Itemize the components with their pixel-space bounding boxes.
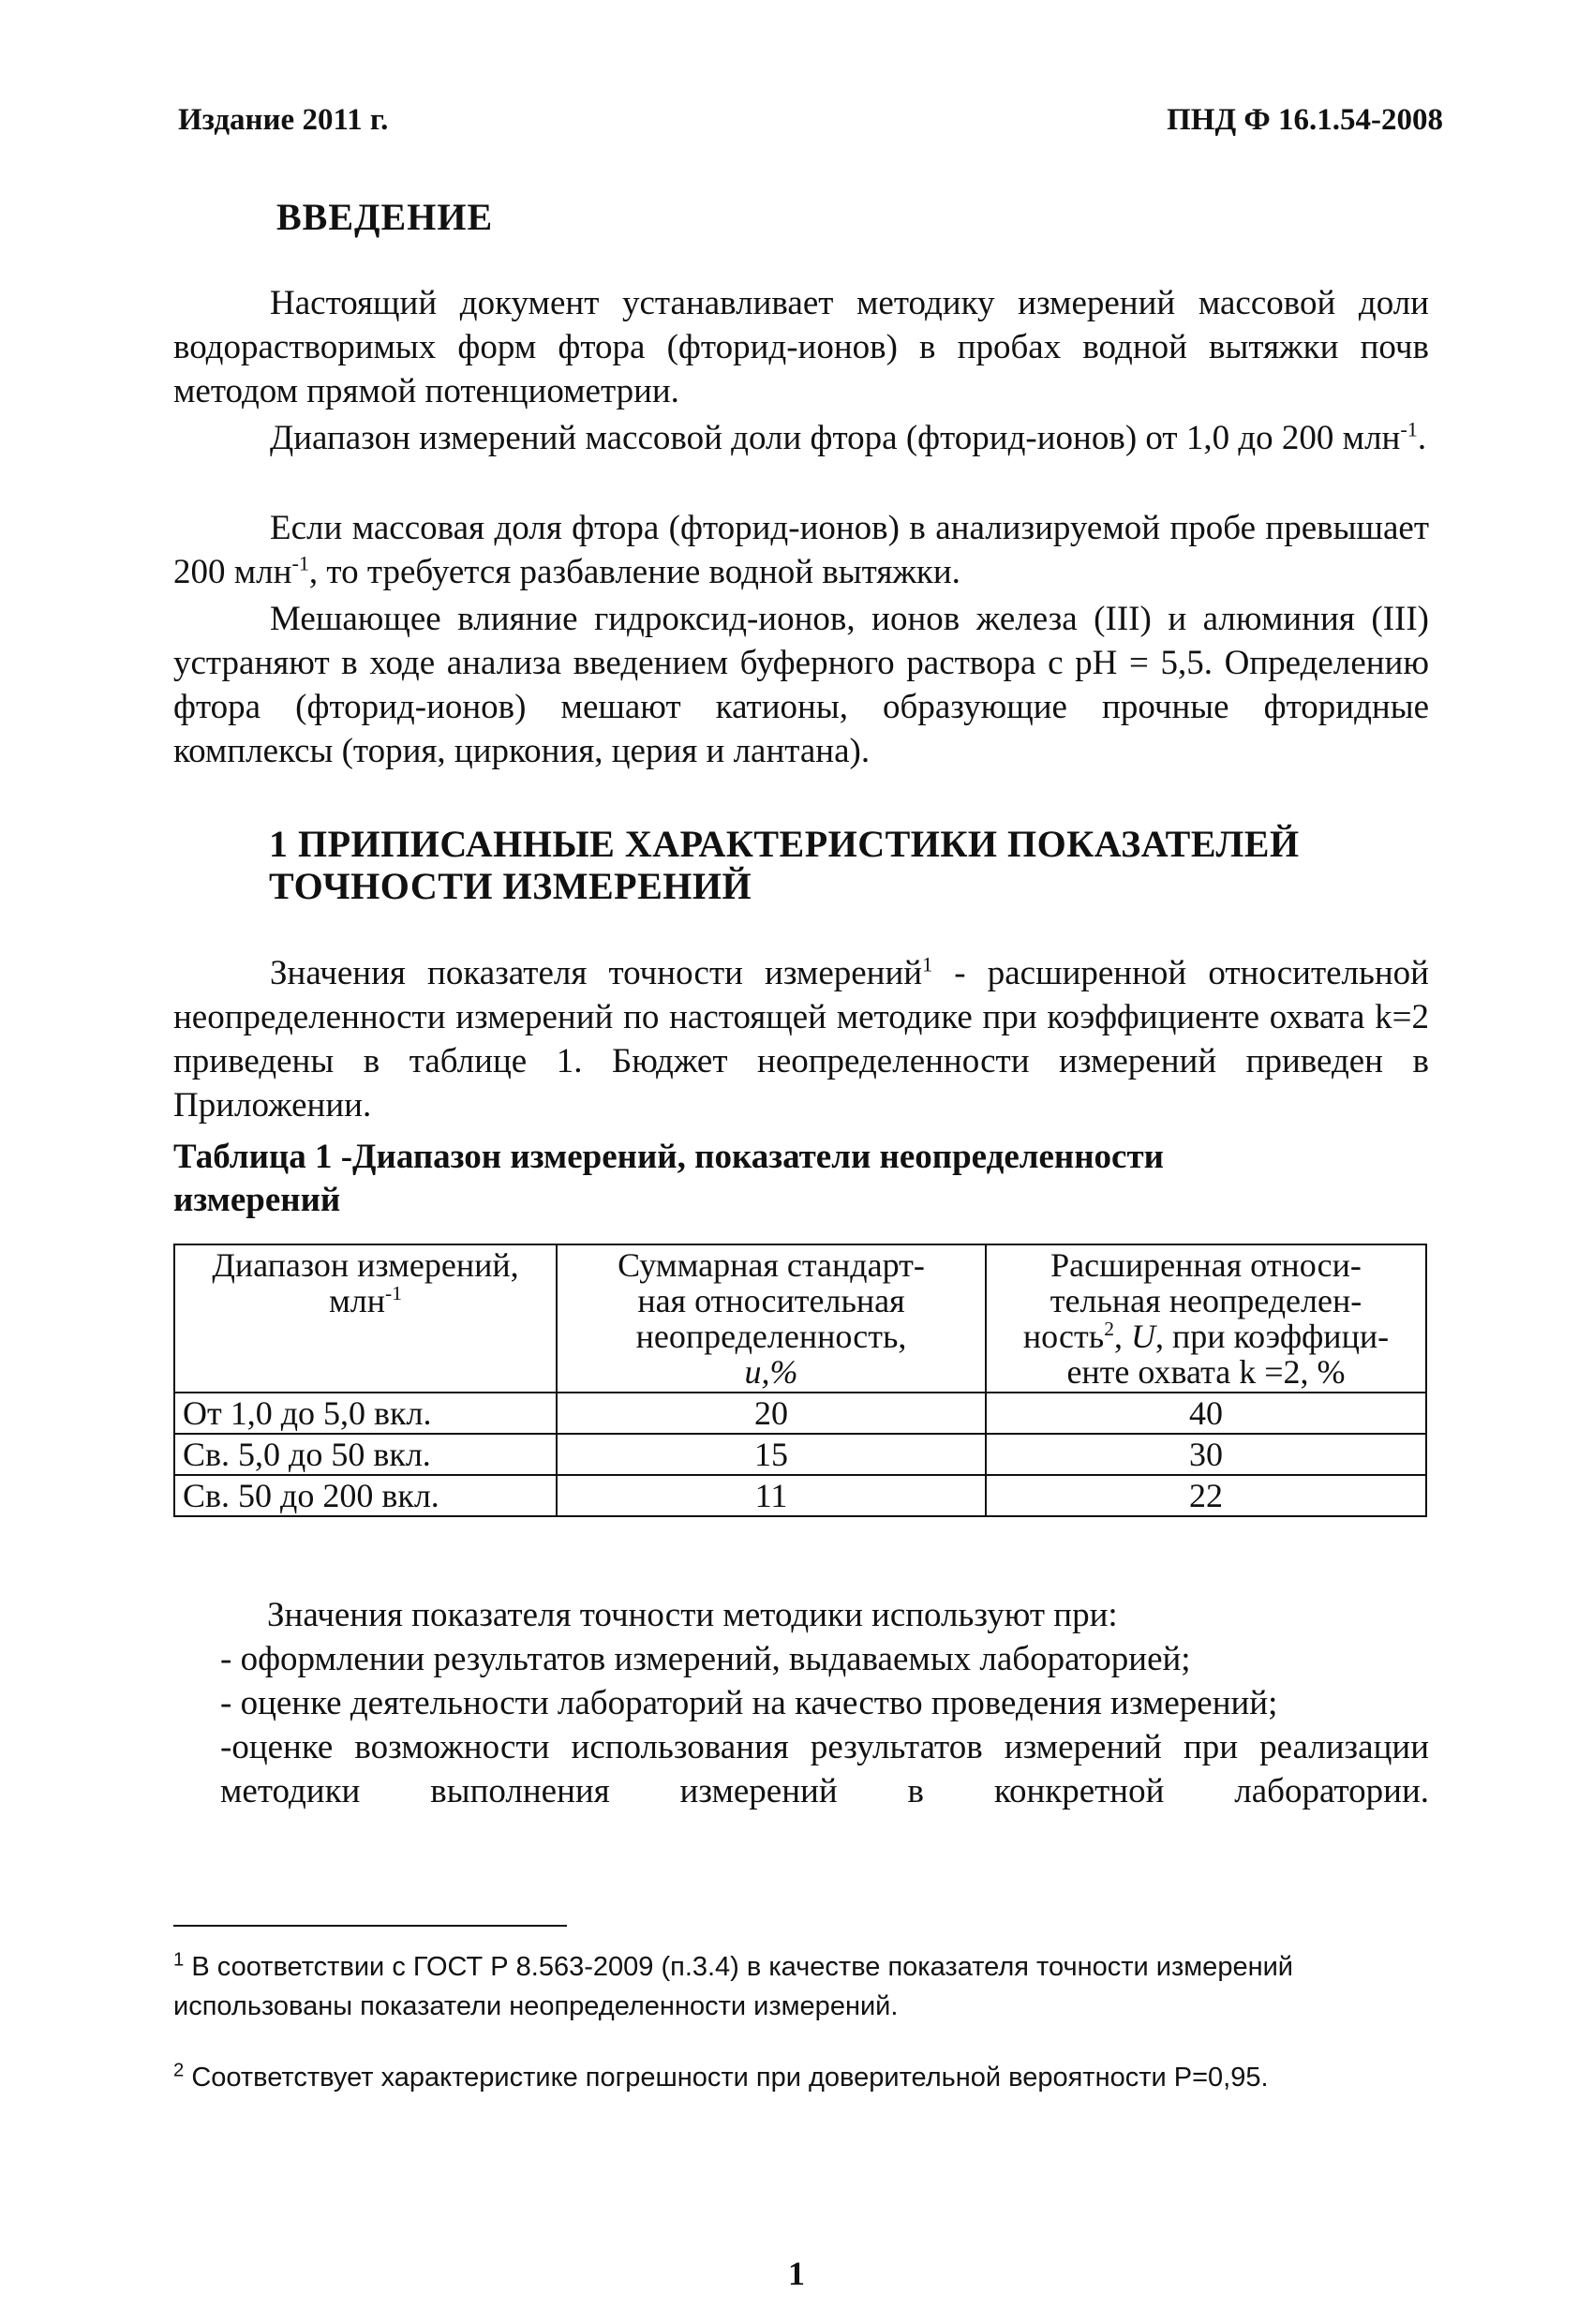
section-1-heading-line-2: ТОЧНОСТИ ИЗМЕРЕНИЙ <box>269 865 752 907</box>
usage-intro: Значения показателя точности методики используют при: <box>267 1596 1118 1634</box>
section-1-heading <box>269 823 1300 907</box>
header-expanded-uncertainty-line-3 <box>994 1318 1418 1354</box>
list-item: - оценке деятельности лабораторий на качество проведения измерений; <box>220 1684 1278 1722</box>
footnote-1 <box>173 1947 1429 2026</box>
header-standard-uncertainty-line-4: u,% <box>744 1353 798 1391</box>
intro-paragraph-2-end: . <box>1417 419 1427 457</box>
intro-paragraph-3 <box>173 506 1429 594</box>
header-standard-uncertainty-line-3: неопределенность, <box>635 1318 907 1355</box>
table-1 <box>173 1244 1427 1517</box>
intro-paragraph-3-text: Если массовая доля фтора (фторид-ионов) в анализируемой пробе превышает 200 млн <box>173 509 1429 591</box>
table-1-caption-line-1: Таблица 1 -Диапазон измерений, показатели неопределенности <box>173 1138 1164 1176</box>
footnote-separator <box>173 1925 567 1927</box>
cell-expanded-uncertainty: 40 <box>986 1393 1426 1434</box>
cell-range: От 1,0 до 5,0 вкл. <box>174 1393 557 1434</box>
header-range <box>174 1244 557 1393</box>
header-standard-uncertainty-line-1: Суммарная стандарт- <box>618 1246 925 1284</box>
section-1-heading-line-1: 1 ПРИПИСАННЫЕ ХАРАКТЕРИСТИКИ ПОКАЗАТЕЛЕЙ <box>269 823 1300 865</box>
page-number: 1 <box>788 2255 805 2292</box>
table-header-row <box>174 1244 1426 1393</box>
cell-standard-uncertainty: 20 <box>557 1393 986 1434</box>
header-expanded-text-a: ность <box>1022 1318 1105 1355</box>
cell-range: Св. 5,0 до 50 вкл. <box>174 1434 557 1475</box>
cell-expanded-uncertainty: 22 <box>986 1475 1426 1516</box>
footnote-2-mark: 2 <box>173 2060 185 2081</box>
header-expanded-uncertainty-line-2: тельная неопределен- <box>1050 1282 1362 1319</box>
header-expanded-symbol: U <box>1130 1318 1155 1355</box>
list-item: - оформлении результатов измерений, выдаваемых лабораторией; <box>220 1640 1191 1678</box>
header-range-line-2 <box>183 1283 548 1318</box>
footnote-ref-1: 1 <box>922 952 933 976</box>
header-expanded-uncertainty-line-1: Расширенная относи- <box>1050 1246 1362 1284</box>
header-expanded-text-b: , <box>1113 1318 1131 1355</box>
header-range-line-1: Диапазон измерений, <box>212 1246 519 1284</box>
intro-paragraph-2-text: Диапазон измерений массовой доли фтора (фторид-ионов) от 1,0 до 200 млн <box>270 419 1401 457</box>
footnote-1-text: В соответствии с ГОСТ Р 8.563-2009 (п.3.4) в качестве показателя точности измерений использованы показатели неопределенности измерений. <box>173 1952 1293 2021</box>
table-1-caption-line-2: измерений <box>173 1181 341 1219</box>
cell-expanded-uncertainty: 30 <box>986 1434 1426 1475</box>
document-code: ПНД Ф 16.1.54-2008 <box>1167 103 1443 137</box>
header-range-unit: млн <box>328 1282 385 1319</box>
footnote-1-mark: 1 <box>173 1949 185 1971</box>
header-standard-uncertainty-line-2: ная относительная <box>637 1282 905 1319</box>
intro-heading: ВВЕДЕНИЕ <box>276 196 494 238</box>
header-range-unit-sup: -1 <box>385 1282 402 1304</box>
cell-range: Св. 50 до 200 вкл. <box>174 1475 557 1516</box>
cell-standard-uncertainty: 15 <box>557 1434 986 1475</box>
list-item: -оценке возможности использования результатов измерений при реализации методики выполнения измерений в конкретной лаборатории. <box>220 1728 1429 1810</box>
section-1-paragraph-text: Значения показателя точности измерений <box>270 954 923 992</box>
usage-list <box>173 1593 1429 1813</box>
unit-superscript: -1 <box>291 551 309 575</box>
table-1-caption <box>173 1136 1429 1222</box>
footnote-2 <box>173 2058 1429 2097</box>
footnote-2-text: Соответствует характеристике погрешности при доверительной вероятности Р=0,95. <box>184 2063 1269 2093</box>
unit-superscript: -1 <box>1400 417 1418 441</box>
edition-label: Издание 2011 г. <box>178 103 389 137</box>
header-standard-uncertainty <box>557 1244 986 1393</box>
table-row <box>174 1434 1426 1475</box>
section-1-paragraph-rest: - расширенной относительной неопределенности измерений по настоящей методике при коэффициенте охвата k=2 приведены в таблице 1. Бюджет неопределенности измерений приведен в Приложении. <box>173 954 1429 1125</box>
table-row <box>174 1475 1426 1516</box>
footnote-ref-2: 2 <box>1104 1318 1114 1340</box>
header-expanded-text-c: , при коэффици- <box>1154 1318 1390 1355</box>
cell-standard-uncertainty: 11 <box>557 1475 986 1516</box>
intro-paragraph-2 <box>173 416 1429 460</box>
intro-paragraph-3-end: , то требуется разбавление водной вытяжки. <box>308 553 960 591</box>
intro-paragraph-1: Настоящий документ устанавливает методику измерений массовой доли водорастворимых форм фтора (фторид-ионов) в пробах водной вытяжки почв методом прямой потенциометрии. <box>173 284 1429 410</box>
header-expanded-uncertainty <box>986 1244 1426 1393</box>
intro-paragraph-4: Мешающее влияние гидроксид-ионов, ионов железа (III) и алюминия (III) устраняют в ходе анализа введением буферного раствора с pH = 5,5. Определению фтора (фторид-ионов) мешают катионы, образующие прочные фторидные комплексы (тория, циркония, церия и лантана). <box>173 600 1429 770</box>
header-expanded-uncertainty-line-4: енте охвата k =2, % <box>1066 1353 1346 1391</box>
section-1-paragraph <box>173 951 1429 1127</box>
table-row <box>174 1393 1426 1434</box>
